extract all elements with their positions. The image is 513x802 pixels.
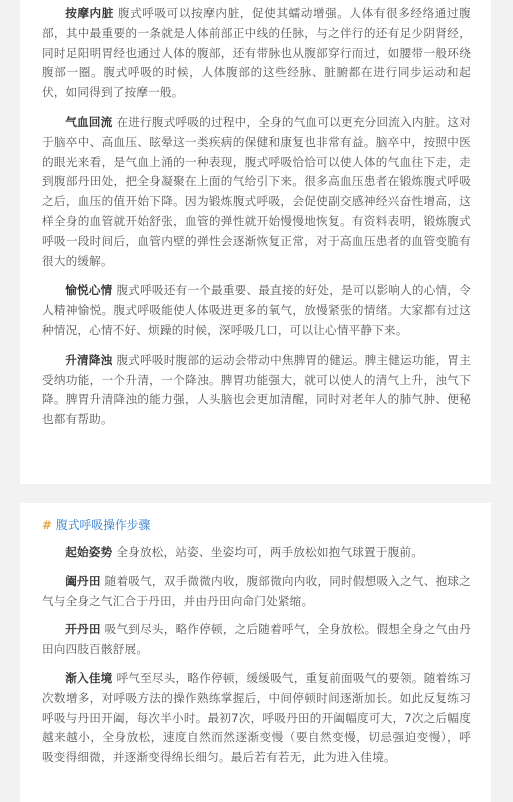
step-close-dantian: [42, 572, 471, 612]
section-title-text: 腹式呼吸操作步骤: [55, 518, 151, 532]
paragraph-text: 腹式呼吸可以按摩内脏，促使其蠕动增强。人体有很多经络通过腹部，其中最重要的一条就是人体前部正中线的任脉，与之伴行的还有足少阴肾经，同时足阳明胃经也通过人体的腹部，还有带脉也从腹部穿行而过，如腰带一般环绕腹部一圈。腹式呼吸的时候，人体腹部的这些经脉、脏腑都在进行同步运动和起伏，如同得到了按摩一般。: [42, 6, 471, 100]
paragraph-text: 腹式呼吸时腹部的运动会带动中焦脾胃的健运。脾主健运功能，胃主受纳功能，一个升清，一个降浊。脾胃功能强大，就可以使人的清气上升，浊气下降。脾胃升清降浊的能力强，人头脑也会更加清醒，同时对老年人的肺气肿、便秘也都有帮助。: [42, 352, 471, 427]
term-label: 愉悦心情: [65, 283, 113, 298]
section-title: [42, 515, 471, 535]
benefits-card: [20, 0, 491, 484]
term-label: 渐入佳境: [65, 670, 113, 685]
term-label: 按摩内脏: [65, 6, 114, 20]
paragraph-text: 全身放松，站姿、坐姿均可，两手放松如抱气球置于腹前。: [116, 545, 424, 559]
paragraph-blood-return: [42, 113, 471, 271]
paragraph-text: 吸气到尽头，略作停顿，之后随着呼气，全身放松。假想全身之气由丹田向四肢百骸舒展。: [42, 622, 472, 657]
paragraph-text: 腹式呼吸还有一个最重要、最直接的好处，是可以影响人的心情，令人精神愉悦。腹式呼吸能使人体吸进更多的氧气，放慢紧张的情绪。大家都有过这种情况，心情不好、烦躁的时候，深呼吸几口，可以让心情平静下来。: [42, 283, 471, 337]
step-deeper-state: [42, 669, 471, 768]
hash-icon: #: [42, 518, 52, 532]
term-label: 开丹田: [65, 622, 101, 637]
term-label: 阖丹田: [65, 573, 101, 588]
step-starting-posture: [42, 543, 471, 563]
step-open-dantian: [42, 620, 471, 660]
paragraph-massage-organs: [42, 4, 471, 103]
paragraph-text: 呼气至尽头，略作停顿，缓缓吸气，重复前面吸气的要领。随着练习次数增多，对呼吸方法的操作熟练掌握后，中间停顿时间逐渐加长。如此反复练习呼吸与丹田开阖，每次半小时。最初7次，呼吸丹田的开阖幅度可大，7次之后幅度越来越小，全身放松，速度自然而然逐渐变慢（要自然变慢，切忌强迫变慢），呼吸变得细微，并逐渐变得绵长细匀。最后若有若无，此为进入佳境。: [42, 670, 471, 765]
term-label: 起始姿势: [65, 545, 113, 559]
term-label: 升清降浊: [65, 352, 113, 367]
steps-card: [20, 503, 491, 802]
paragraph-text: 随着吸气，双手微微内收，腹部微向内收，同时假想吸入之气、抱球之气与全身之气汇合于丹田，并由丹田向命门处紧缩。: [42, 573, 472, 608]
term-label: 气血回流: [65, 114, 113, 129]
paragraph-clear-turbid: [42, 351, 471, 430]
paragraph-text: 在进行腹式呼吸的过程中，全身的气血可以更充分回流入内脏。这对于脑卒中、高血压、眩晕这一类疾病的保健和康复也非常有益。脑卒中，按照中医的眼光来看，是气血上涌的一种表现，腹式呼吸恰恰可以使人体的气血往下走，走到腹部丹田处，把全身凝聚在上面的气给引下来。很多高血压患者在锻炼腹式呼吸之后，血压的值开始下降。因为锻炼腹式呼吸，会促使副交感神经兴奋性增高，这样全身的血管就开始舒张，血管的弹性就开始慢慢地恢复。有资料表明，锻炼腹式呼吸一段时间后，血管内壁的弹性会逐渐恢复正常，对于高血压患者的血管变脆有很大的缓解。: [42, 114, 471, 268]
paragraph-pleasant-mood: [42, 281, 471, 340]
